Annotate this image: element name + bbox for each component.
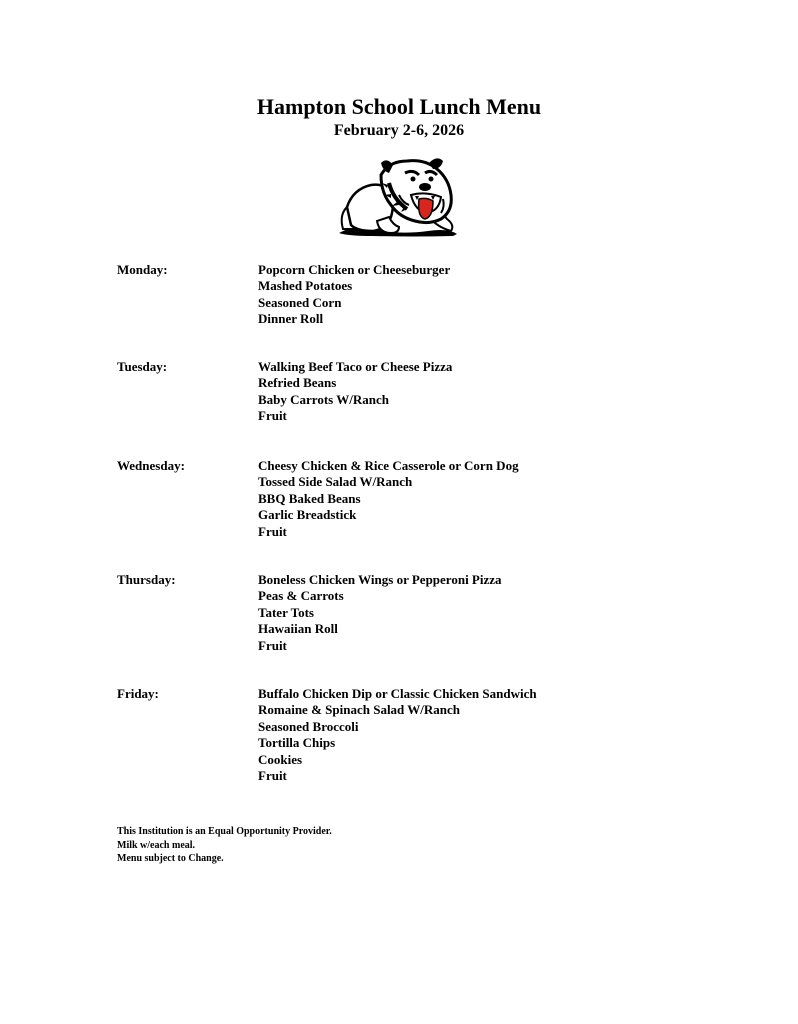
- menu-item: Walking Beef Taco or Cheese Pizza: [258, 359, 453, 374]
- menu-item: Fruit: [258, 637, 287, 653]
- menu-item: Popcorn Chicken or Cheeseburger: [258, 262, 451, 277]
- footer-notes: [117, 825, 332, 866]
- menu-items-list: [258, 686, 537, 784]
- menu-item: Fruit: [258, 523, 287, 539]
- menu-item: Tortilla Chips: [258, 735, 336, 751]
- day-label: Monday:: [117, 262, 168, 277]
- footer-note: Milk w/each meal.: [117, 839, 196, 851]
- menu-items-list: [258, 262, 450, 328]
- menu-item: Tater Tots: [258, 604, 314, 620]
- menu-item: Cookies: [258, 751, 303, 767]
- menu-item: BBQ Baked Beans: [258, 490, 361, 506]
- menu-item: Mashed Potatoes: [258, 278, 353, 294]
- menu-item: Peas & Carrots: [258, 588, 344, 604]
- menu-item: Fruit: [258, 408, 287, 424]
- menu-items-list: [258, 572, 502, 654]
- menu-item: Cheesy Chicken & Rice Casserole or Corn Dog: [258, 458, 519, 473]
- menu-items-list: [258, 458, 519, 540]
- date-range: February 2-6, 2026: [333, 122, 465, 139]
- menu-item: Romaine & Spinach Salad W/Ranch: [258, 702, 461, 718]
- menu-item: Garlic Breadstick: [258, 507, 357, 523]
- menu-item: Hawaiian Roll: [258, 621, 338, 637]
- day-label: Wednesday:: [117, 458, 185, 473]
- day-label: Friday:: [117, 686, 159, 701]
- page-title: Hampton School Lunch Menu: [256, 94, 542, 119]
- day-label: Thursday:: [117, 572, 176, 587]
- menu-item: Buffalo Chicken Dip or Classic Chicken Sandwich: [258, 686, 537, 701]
- menu-item: Boneless Chicken Wings or Pepperoni Pizza: [258, 572, 502, 587]
- menu-items-list: [258, 359, 452, 425]
- footer-note: Menu subject to Change.: [117, 853, 224, 864]
- footer-note: This Institution is an Equal Opportunity Provider.: [117, 826, 332, 837]
- menu-item: Baby Carrots W/Ranch: [258, 391, 389, 407]
- menu-item: Seasoned Corn: [258, 294, 342, 310]
- menu-item: Seasoned Broccoli: [258, 718, 359, 734]
- menu-item: Dinner Roll: [258, 311, 324, 327]
- menu-item: Fruit: [258, 768, 287, 784]
- bulldog-mascot-icon: [333, 155, 463, 237]
- day-label: Tuesday:: [117, 359, 168, 374]
- menu-item: Refried Beans: [258, 375, 337, 391]
- menu-item: Tossed Side Salad W/Ranch: [258, 474, 413, 490]
